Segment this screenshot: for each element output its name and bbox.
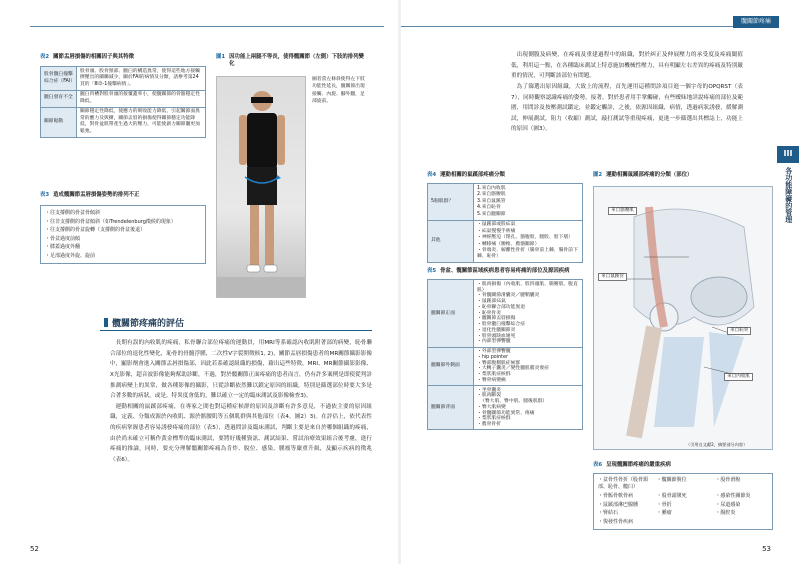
side-tab — [777, 146, 799, 223]
list-item: ・足部過度外旋、旋前 — [45, 252, 96, 259]
table-cell — [474, 347, 583, 386]
figure-1-note: 圖者當左條斜使得左下肢功能性延長，髖關節出現接觸、內旋、腳外翻，足部旋前。 — [312, 77, 365, 105]
figure-2-number: 圖2 — [593, 172, 603, 178]
section-heading — [100, 318, 372, 331]
right-page — [401, 0, 799, 564]
list-item: ・尿道感染 — [715, 501, 741, 508]
table-4-grid — [427, 183, 583, 263]
table-6-number: 表6 — [593, 462, 603, 468]
table-4-number: 表4 — [427, 172, 437, 178]
list-item: 5.來自髖關節 — [477, 211, 506, 217]
list-item: ・疝氣慢慢手術痛 — [477, 228, 516, 234]
table-6-title: 呈現髖關節疼痛的嚴重疾病 — [606, 462, 671, 468]
page-number: 52 — [30, 544, 39, 553]
table-2-grid — [40, 66, 206, 137]
list-item: 3.來自鼠蹊管 — [477, 198, 506, 204]
paragraph: 運動相關的鼠蹊部疼痛，在專家之間也對這種症候群的原因及診斷有許多意見，不過依主要的原因組織，定義、分類成源於內收肌、源於髂腰肌等五個肌群與其他部位（表4，圖2）3)。在評估上，依代表性的疾病掌握患者容易誘發疼痛的部位（表5），透過問診及臨床測試，判斷主要是來自於哪個組織的疼痛，由於尚未確立可稱作黃金標準的臨床測試，要將好幾種資訊、測試結果、嘗試治療效果組合後考慮，進行疼痛的推論，同時，要充分理解髖關節疼痛為肯炸、脫位、感染、腫瘤等嚴重升級，及顯示疾病的徵兆（表6）。 — [110, 403, 372, 463]
table-cell-label: 其他 — [428, 220, 474, 263]
figure-1-caption — [216, 54, 366, 69]
figure-2-illustration — [593, 186, 773, 450]
list-item: ・髖關節盂唇損傷 — [477, 316, 516, 322]
page-number: 53 — [762, 544, 771, 553]
list-item: ・鼠蹊部或股疝氣 — [477, 222, 516, 228]
label-adductor: 來自內收肌 — [724, 373, 753, 381]
list-item: 1.來自內收肌 — [477, 185, 506, 191]
list-item: ・梨狀肌症候群 — [477, 416, 511, 422]
list-item: ・髖關節脫位 — [656, 477, 687, 484]
paragraph: 出現側腹及病變，在疼痛及重建過程中的組織，對於糾正及伸展壓力的承受度及疼痛閾值低，利用這一點，在各種臨床測試上特意施加機械性壓力，具有明顯左右差異的疼痛及特別嚴重的情況，可判斷該部位有問題。 — [511, 52, 743, 80]
list-item: ・復發性骨疾病 — [598, 519, 634, 526]
list-item: ・骨盆過度前傾 — [45, 235, 81, 242]
side-tab-number: III — [777, 146, 799, 163]
list-item: ・腫瘤 — [656, 510, 672, 517]
list-item: ・往支撐側的骨盆旋轉（支撐側的骨盆後退） — [45, 227, 146, 234]
list-item: （臀大肌、臀中肌、腿後肌群） — [480, 399, 548, 405]
table-2-title: 關節盂唇損傷的相關因子與其特徵 — [53, 54, 135, 60]
list-item: ・鼠蹊部疝氣 — [477, 299, 506, 305]
list-item: ・薦骨骨折 — [477, 422, 502, 428]
list-item: 4.來自恥骨 — [477, 205, 501, 211]
list-item: ・內部型彈響髖 — [477, 339, 511, 345]
list-item: ・大轉子囊炎／變性髖肌膜炎發症 — [477, 366, 549, 372]
figure-1-title: 因功能上兩腿不等長，使得髖關節（左側）下肢的排列變化 — [229, 54, 364, 68]
table-cell-label: 髖關節正面 — [428, 280, 474, 347]
list-item: ・骨折 — [656, 501, 672, 508]
list-item: ・股骨髖臼撞擊綜合症 — [477, 322, 525, 328]
list-item: ・往非支撐側的骨盆傾斜（如Trendelenburg徵候的現象） — [45, 218, 176, 225]
table-row — [428, 386, 583, 430]
table-cell — [474, 386, 583, 430]
table-4 — [427, 172, 583, 263]
figure-2-caption — [593, 172, 773, 179]
table-cell-label: 髖關節背面 — [428, 386, 474, 430]
list-item: ・臀部腹側肌症候群 — [477, 360, 521, 366]
table-cell: 關節穩定性降低，使應力的吸收能力降低，引起關節面異常的應力及與擴，關節盂唇的損傷使得關節穩定功能降低，對骨盆肌帶產生過大的壓力，可能使創力關節囊更加鬆弛。 — [77, 107, 206, 137]
table-row — [428, 220, 583, 263]
list-item: ・梨狀肌症候群 — [477, 372, 511, 378]
figure-2-title: 運動相關鼠蹊部疼痛的分類（部位） — [606, 172, 693, 178]
list-item: ・外部型彈響髖 — [477, 349, 511, 355]
heading-marker — [104, 318, 108, 327]
table-row — [428, 280, 583, 347]
table-5-grid — [427, 279, 583, 430]
list-item: ・膝蓋過度外翻 — [45, 244, 81, 251]
table-cell-label: 5個肌群？ — [428, 184, 474, 220]
list-item: ・坐骨囊炎 — [477, 387, 502, 393]
header-rule — [30, 26, 384, 27]
table-cell: 髖臼凹槽對股骨頭的接覆蓋率小，使髖關節的骨骼穩定性降低。 — [77, 90, 206, 107]
chapter-tag: 髖關節疼痛 — [733, 16, 779, 28]
table-cell — [474, 184, 583, 220]
list-item: ・感染性關節炎 — [715, 492, 751, 499]
table-row — [41, 67, 206, 90]
side-tab-label: 各功能障礙的管理 — [784, 166, 793, 223]
list-item: 2.來自髂腰肌 — [477, 192, 506, 198]
table-cell-label: 髖關節外側面 — [428, 347, 474, 386]
list-item: ・腸腔炎 — [715, 510, 736, 517]
list-item: ・退化性髖關節炎 — [477, 327, 516, 333]
pelvis-anatomy-image — [594, 187, 773, 450]
list-item: ・骨髖關節功能異常、疼痛 — [477, 410, 535, 416]
paragraph: 為了篩選出原因組織，大致上的流程，首先運用這種問診項目進一個字母的OPQRST（表7），同時觀察認識疼痛的姿勢，接著，對於患者用手掌觸碰，有些曖昧地詳說疼痛的部位及範圍，用問診及按壓測試鑑定，並鑑定觸診，之後，依源因組織，病情，透過病狀誘發，緩解測試，伸展測試，阻力（收縮）測試，敲打測試等重現疼痛，更進一步篩選出其標誌上，功能上的原因（圖3）。 — [511, 83, 743, 133]
list-item: ・hip pointer — [477, 354, 508, 360]
section-body — [110, 338, 372, 466]
list-item: ・臀骨病變痛 — [477, 377, 506, 383]
section-title: 髖關節疼痛的評估 — [112, 319, 185, 329]
list-item: ・轉移痛（腰椎、薦髂關節） — [477, 241, 540, 247]
table-2-number: 表2 — [40, 54, 50, 60]
list-item: ・恥骨聯合部功能異退 — [477, 304, 525, 310]
label-inguinal: 來自鼠蹊管 — [598, 273, 627, 281]
table-4-title: 運動相關的鼠蹊部疼痛分類 — [440, 172, 505, 178]
label-iliopsoas: 來自髂腰肌 — [608, 207, 637, 215]
table-5-number: 表5 — [427, 268, 437, 274]
list-item: ・肌肉損傷（內收肌、股四頭肌、腸腰肌、腹直肌） — [477, 281, 578, 293]
figure-1-photo — [216, 76, 306, 298]
list-item: ・股骨頭壞死 — [656, 492, 687, 499]
table-6-box — [593, 473, 773, 530]
list-item: ・神經壓迫（閉孔、髂腹股、腿股、股下層） — [477, 235, 573, 241]
table-row — [41, 90, 206, 107]
person-standing-image — [217, 77, 306, 298]
table-cell-label: 髖臼發育不全 — [41, 90, 77, 107]
table-cell — [474, 220, 583, 263]
left-page — [0, 0, 398, 564]
table-cell-label: 關節鬆動 — [41, 107, 77, 137]
list-item: ・股骨頭缺血壞死 — [477, 333, 516, 339]
table-2 — [40, 54, 206, 138]
table-6 — [593, 462, 773, 530]
list-item: ・腎結石 — [598, 510, 619, 517]
list-item: ・恥骨骨炎 — [477, 310, 502, 316]
figure-1-number: 圖1 — [216, 54, 226, 60]
list-item: ・骨端炎、解離性骨折（腸骨前上棘、腸骨前下棘、恥骨） — [477, 248, 578, 260]
table-3-number: 表3 — [40, 192, 50, 198]
intro-text — [511, 50, 743, 135]
table-5-title: 骨盆、髖關節區域疾病患者容易疼痛的部位及源因疾病 — [440, 268, 570, 274]
figure-2-credit: （引用自文獻2，摘要部分內容） — [686, 442, 748, 447]
list-item: ・肌肉斷裂 — [477, 393, 502, 399]
table-cell: 股骨頭、股骨頸部、髖臼的構造異常，使得這些地方接觸擠壓出的關聯減少，關於FAI的病情及分類，請參考第24頁的「Ⅲ章-1撞擊病情」。 — [77, 67, 206, 90]
paragraph: 長期有誤的內收肌的疼痛，私骨聯合部位疼痛的運動員，用MRI等系確認內收肌附著部的病變，恥骨聯合部位的退化性變化，恥骨的骨髓浮腫，二次性V字裂開徵候1, 2)，關節盂唇損傷患者的MR關節攝影影像中，顯影劑會進入關節盂唇損傷部，因此若系確認組織的損傷，藉出這些特徵，MRI、MR關節攝影影像、X光影像，超音波影像能夠幫助診斷，不過，對於髖關節正面疼痛的患者而言，仍有許多案例是即使從判診推測病變上的異常，做各種影像的攝影，只從診斷依然難以鎖定原因的組織，特別是篩選部位時要大多是合著多數的病狀，或是，特異度會低的，難以確立一定的臨床測試及影像檢查3)。 — [110, 340, 372, 400]
list-item: ・往支撐側的骨盆骨傾斜 — [45, 210, 101, 217]
header-rule — [401, 26, 779, 27]
list-item: ・盆骨性骨折（股骨頸部、恥骨、髖臼） — [598, 477, 649, 491]
table-cell — [474, 280, 583, 347]
label-pubis: 來自恥骨 — [727, 327, 751, 335]
list-item: ・鼠蹊部淋巴腺腫 — [598, 501, 639, 508]
table-row — [428, 184, 583, 220]
table-row — [41, 107, 206, 137]
table-cell-label: 股骨髖臼撞擊綜合症（FAI） — [41, 67, 77, 90]
list-item: ・股骨滑脫 — [715, 477, 741, 484]
list-item: ・骨髖關節滑囊炎／腱鞘囊炎 — [477, 293, 540, 299]
table-3-title: 造成髖關節盂唇損傷姿勢的排列不正 — [53, 192, 140, 198]
table-5 — [427, 268, 583, 430]
table-3-box — [40, 205, 206, 264]
list-item: ・骨骺骨軟骨病 — [598, 492, 634, 499]
list-item: ・臀大肌病變 — [477, 404, 506, 410]
table-3 — [40, 192, 206, 264]
table-row — [428, 347, 583, 386]
